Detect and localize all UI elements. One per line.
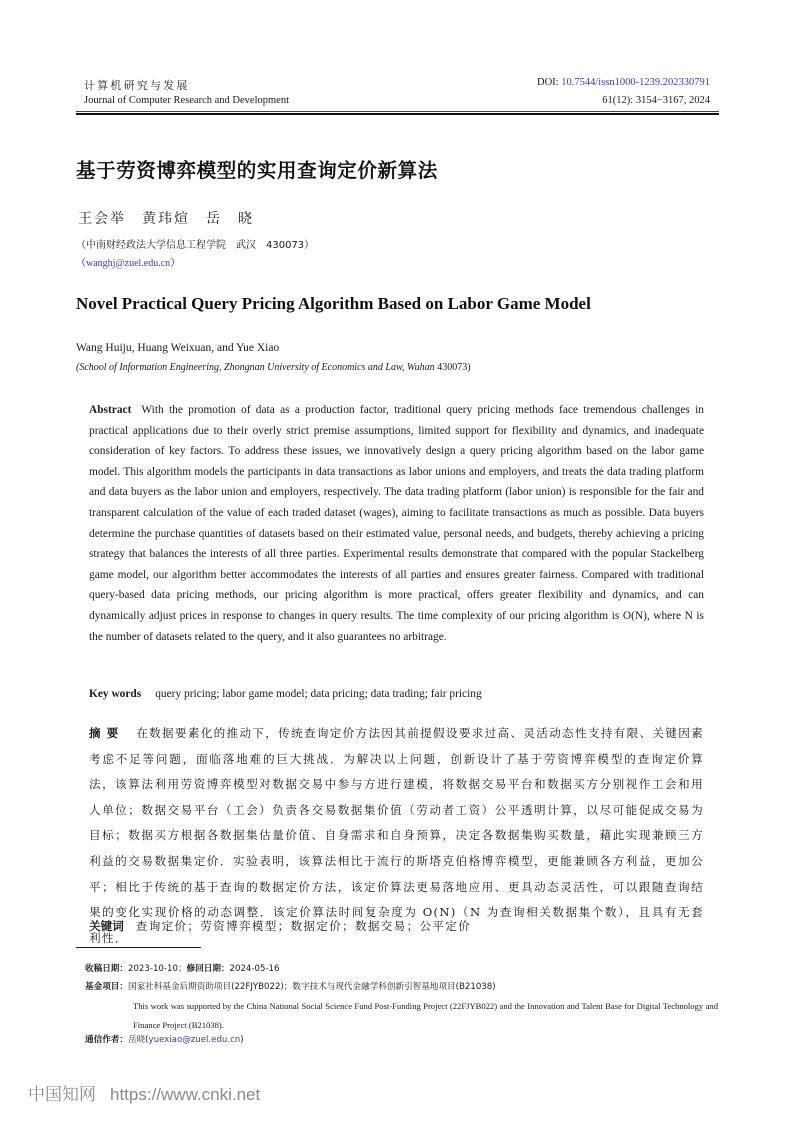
abstract-en-label: Abstract xyxy=(89,404,132,416)
affiliation-en-zip: 430073) xyxy=(434,362,471,373)
authors-cn xyxy=(78,208,270,228)
abstract-en-text: With the promotion of data as a production factor, traditional query pricing methods face tremendous challenges in practical applications due to their overly strict premise assumptions, limited support for flexibility and dynamics, and inadequate consideration of key factors. To address these issues, we innovatively design a query pricing algorithm based on the labor game model. This algorithm models the participants in data transactions as labor unions and employers, and treats the data trading platform and data buyers as the labor union and employers, respectively. The data trading platform (labor union) is responsible for the fair and transparent calculation of the value of each traded dataset (wages), aiming to facilitate transactions as much as possible. Data buyers determine the purchase quantities of datasets based on their estimated value, personal needs, and budgets, thereby achieving a pricing strategy that balances the interests of all three parties. Experimental results demonstrate that compared with the popular Stackelberg game model, our algorithm better accommodates the interests of all parties and ensures greater fairness. Compared with traditional query-based data pricing methods, our pricing algorithm is more practical, offers greater flexibility and dynamics, and can dynamically adjust prices in response to changes in query results. The time complexity of our pricing algorithm is O(N), where N is the number of datasets related to the query, and it also guarantees no arbitrage. xyxy=(89,404,704,643)
abstract-cn-label: 摘要 xyxy=(89,726,125,740)
received-label: 收稿日期： xyxy=(85,964,128,974)
cnki-url[interactable]: https://www.cnki.net xyxy=(110,1085,261,1104)
received-date: 2023-10-10 xyxy=(127,964,178,974)
corresponding-label: 通信作者： xyxy=(85,1035,128,1045)
journal-name-cn: 计算机研究与发展 xyxy=(84,79,190,92)
paren-close: ） xyxy=(170,258,181,269)
doi-line xyxy=(537,77,710,88)
cnki-brand: 中国知网 xyxy=(28,1085,96,1105)
author-email-link[interactable]: wanghj@zuel.edu.cn xyxy=(86,258,171,269)
paper-title-en: Novel Practical Query Pricing Algorithm Based on Labor Game Model xyxy=(76,294,591,313)
doi-label: DOI: xyxy=(537,77,562,88)
footnote-dates xyxy=(85,962,279,974)
affiliation-en xyxy=(76,362,471,373)
author-cn: 王会举 xyxy=(78,211,126,227)
revised-label: 修回日期： xyxy=(186,964,230,974)
fund-label: 基金项目： xyxy=(85,982,128,992)
volume-info: 61(12): 3154−3167, 2024 xyxy=(602,95,710,106)
keywords-cn-label: 关键词 xyxy=(89,919,124,933)
paren-close: ) xyxy=(240,1035,244,1045)
revised-date: 2024-05-16 xyxy=(229,964,280,974)
keywords-en xyxy=(89,688,704,700)
abstract-cn xyxy=(89,721,704,951)
date-separator: ； xyxy=(177,964,187,974)
corresponding-name: 岳晓( xyxy=(127,1035,149,1045)
footnote-fund xyxy=(85,980,496,992)
corresponding-email-link[interactable]: yuexiao@zuel.edu.cn xyxy=(148,1035,241,1045)
footnote-fund-en: This work was supported by the China National Social Science Fund Post-Funding Project (22FJYB022) and the Innovation and Talent Base for Digital Technology and Finance Project (B21038). xyxy=(133,1001,718,1030)
journal-name-en: Journal of Computer Research and Development xyxy=(84,95,289,106)
keywords-cn-text: 查询定价；劳资博弈模型；数据定价；数据交易；公平定价 xyxy=(135,919,472,933)
abstract-en xyxy=(89,400,704,647)
keywords-en-label: Key words xyxy=(89,688,142,700)
header-rule-thick xyxy=(76,113,719,115)
doi-link[interactable]: 10.7544/issn1000-1239.202330791 xyxy=(561,77,710,88)
fund-cn: 国家社科基金后期资助项目(22FJYB022)；数字技术与现代金融学科创新引智基地项目(B21038) xyxy=(127,982,496,992)
affiliation-en-text: (School of Information Engineering, Zhongnan University of Economics and Law, Wuhan xyxy=(76,362,435,373)
author-cn: 岳 晓 xyxy=(206,211,254,227)
paper-title-cn: 基于劳资博弈模型的实用查询定价新算法 xyxy=(76,159,438,182)
keywords-cn xyxy=(89,918,471,934)
header-rule-thin xyxy=(76,111,719,112)
paren-open: （ xyxy=(76,258,86,269)
footnote-corresponding xyxy=(85,1033,244,1045)
affiliation-cn: （中南财经政法大学信息工程学院 武汉 430073） xyxy=(76,240,315,251)
keywords-en-text: query pricing; labor game model; data pricing; data trading; fair pricing xyxy=(155,688,482,700)
cnki-watermark xyxy=(28,1080,260,1105)
authors-en: Wang Huiju, Huang Weixuan, and Yue Xiao xyxy=(76,342,280,354)
footnote-separator xyxy=(76,947,201,948)
email-cn-line xyxy=(76,254,180,269)
author-cn: 黄玮煊 xyxy=(142,211,190,227)
abstract-cn-text: 在数据要素化的推动下，传统查询定价方法因其前提假设要求过高、灵活动态性支持有限、关键因素考虑不足等问题，面临落地难的巨大挑战．为解决以上问题，创新设计了基于劳资博弈模型的查询定价算法，该算法利用劳资博弈模型对数据交易中参与方进行建模，将数据交易平台和数据买方分别视作工会和用人单位；数据交易平台（工会）负责各交易数据集价值（劳动者工资）公平透明计算，以尽可能促成交易为目标；数据买方根据各数据集估量价值、自身需求和自身预算，决定各数据集购买数量，藉此实现兼顾三方利益的交易数据集定价．实验表明，该算法相比于流行的斯塔克伯格博弈模型，更能兼顾各方利益，更加公平；相比于传统的基于查询的数据定价方法，该定价算法更易落地应用、更具动态灵活性，可以跟随查询结果的变化实现价格的动态调整．该定价算法时间复杂度为 O(N)（N 为查询相关数据集个数），且具有无套利性． xyxy=(89,726,704,945)
